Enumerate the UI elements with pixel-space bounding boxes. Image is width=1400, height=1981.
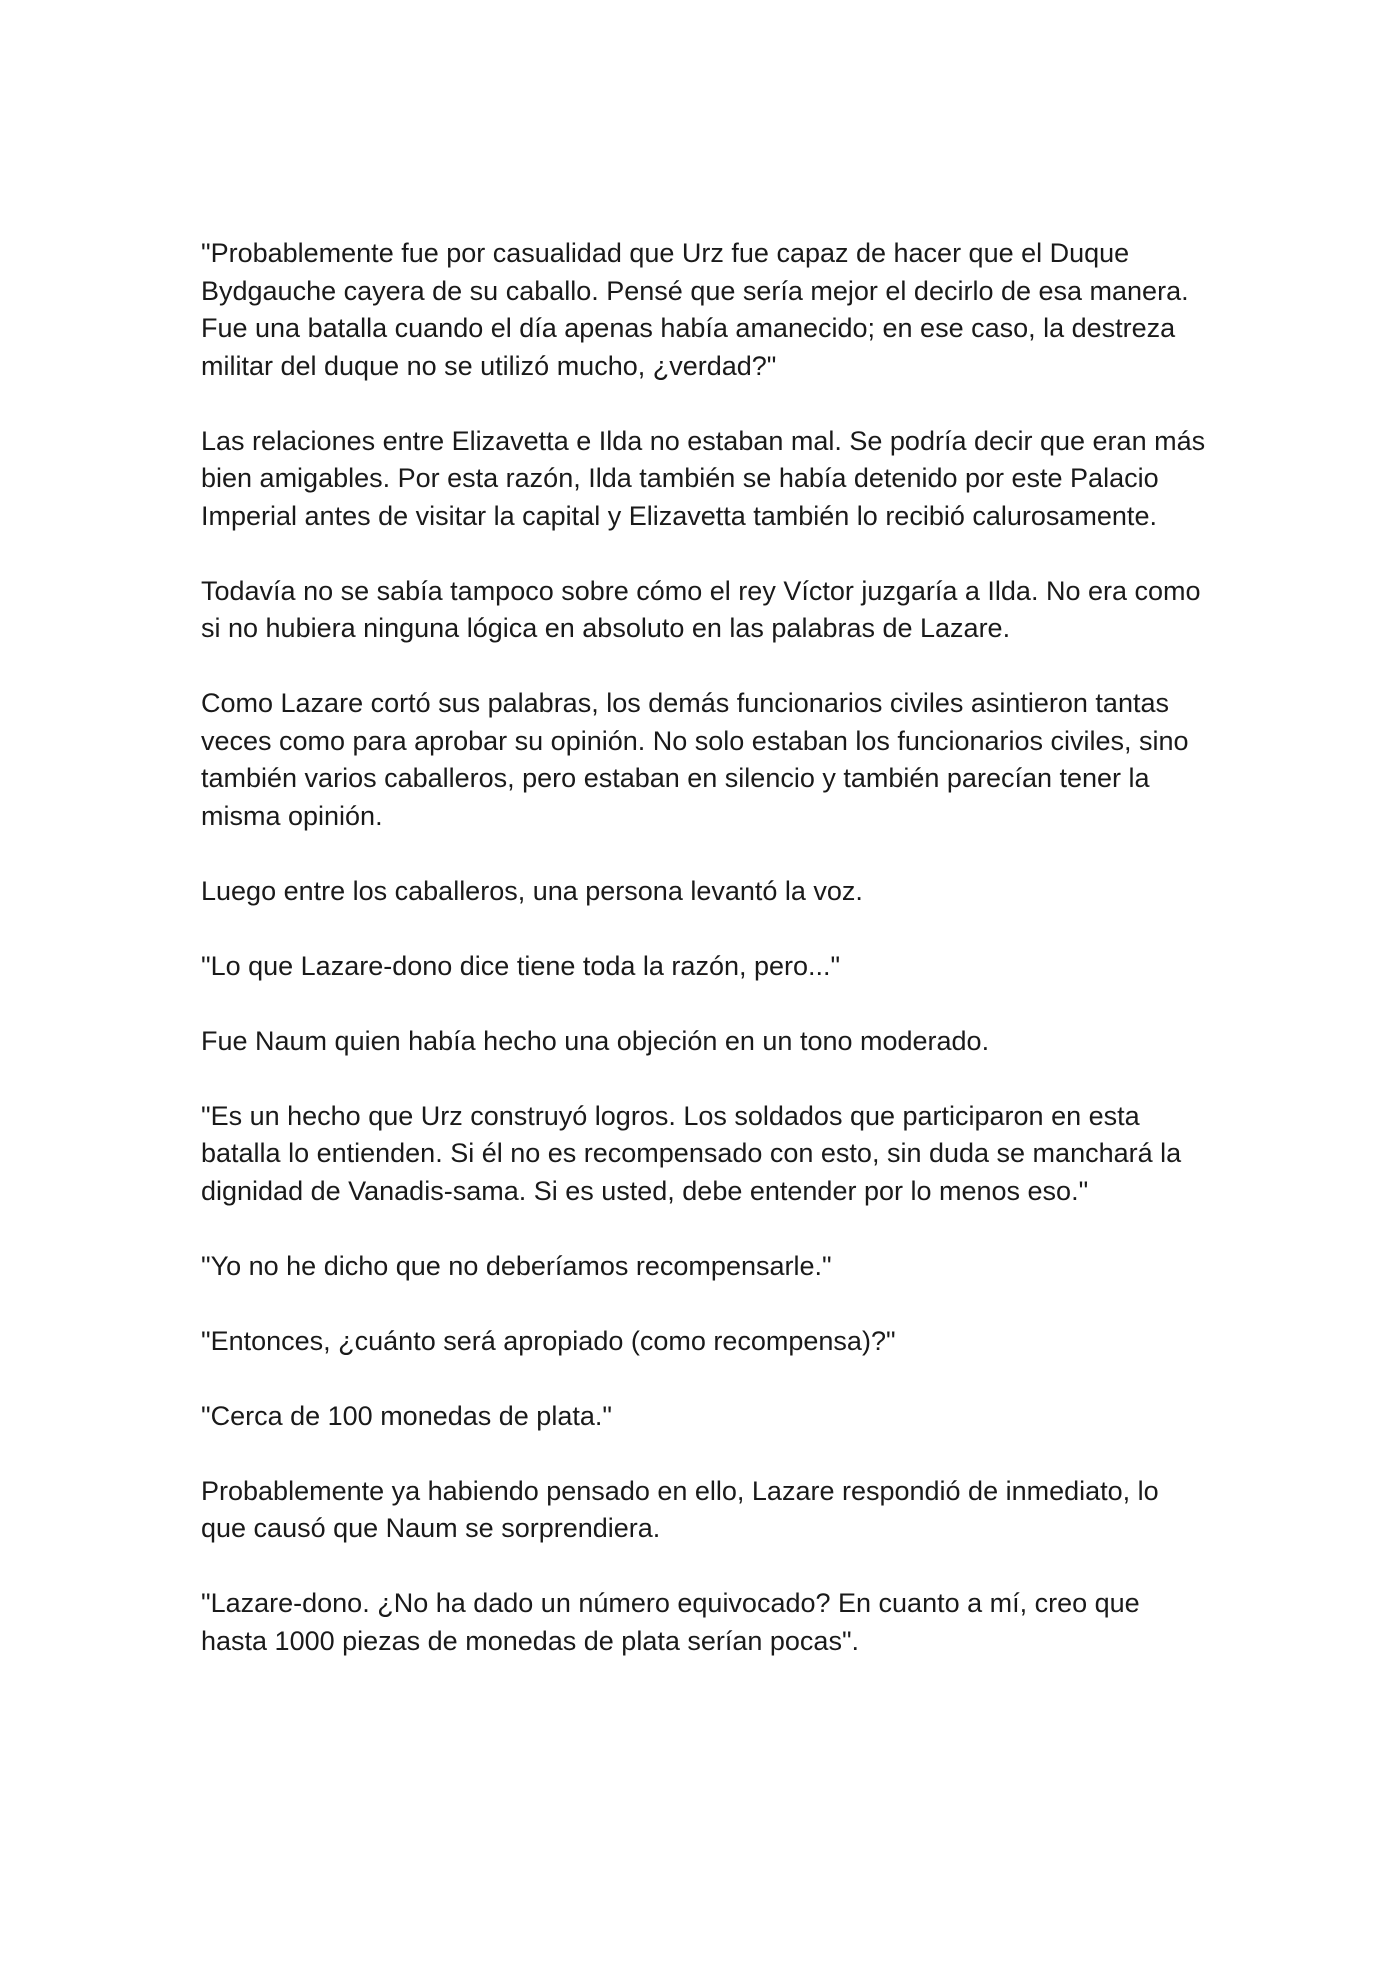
paragraph-8: "Es un hecho que Urz construyó logros. Los soldados que participaron en esta batalla lo entienden. Si él no es recompensado con esto, sin duda se manchará la dignidad de Vanadis-sama. Si es usted, debe entender por lo menos eso." <box>201 1100 1182 1206</box>
paragraph-9: "Yo no he dicho que no deberíamos recompensarle." <box>201 1250 832 1281</box>
paragraph-2: Las relaciones entre Elizavetta e Ilda no estaban mal. Se podría decir que eran más bien amigables. Por esta razón, Ilda también se había detenido por este Palacio Imperial antes de visitar la capital y Elizavetta también lo recibió calurosamente. <box>201 425 1206 531</box>
paragraph-11: "Cerca de 100 monedas de plata." <box>201 1400 612 1431</box>
paragraph-6: "Lo que Lazare-dono dice tiene toda la razón, pero..." <box>201 950 841 981</box>
paragraph-4: Como Lazare cortó sus palabras, los demás funcionarios civiles asintieron tantas veces como para aprobar su opinión. No solo estaban los funcionarios civiles, sino también varios caballeros, pero estaban en silencio y también parecían tener la misma opinión. <box>201 688 1189 831</box>
paragraph-12: Probablemente ya habiendo pensado en ello, Lazare respondió de inmediato, lo que causó que Naum se sorprendiera. <box>201 1475 1159 1543</box>
paragraph-3: Todavía no se sabía tampoco sobre cómo el rey Víctor juzgaría a Ilda. No era como si no hubiera ninguna lógica en absoluto en las palabras de Lazare. <box>201 575 1201 643</box>
paragraph-10: "Entonces, ¿cuánto será apropiado (como recompensa)?" <box>201 1325 896 1356</box>
paragraph-13: "Lazare-dono. ¿No ha dado un número equivocado? En cuanto a mí, creo que hasta 1000 piezas de monedas de plata serían pocas". <box>201 1588 1140 1656</box>
paragraph-1: "Probablemente fue por casualidad que Urz fue capaz de hacer que el Duque Bydgauche cayera de su caballo. Pensé que sería mejor el decirlo de esa manera. Fue una batalla cuando el día apenas había amanecido; en ese caso, la destreza militar del duque no se utilizó mucho, ¿verdad?" <box>201 238 1189 381</box>
paragraph-5: Luego entre los caballeros, una persona levantó la voz. <box>201 875 863 906</box>
document-body <box>201 235 1211 1660</box>
paragraph-7: Fue Naum quien había hecho una objeción en un tono moderado. <box>201 1025 990 1056</box>
